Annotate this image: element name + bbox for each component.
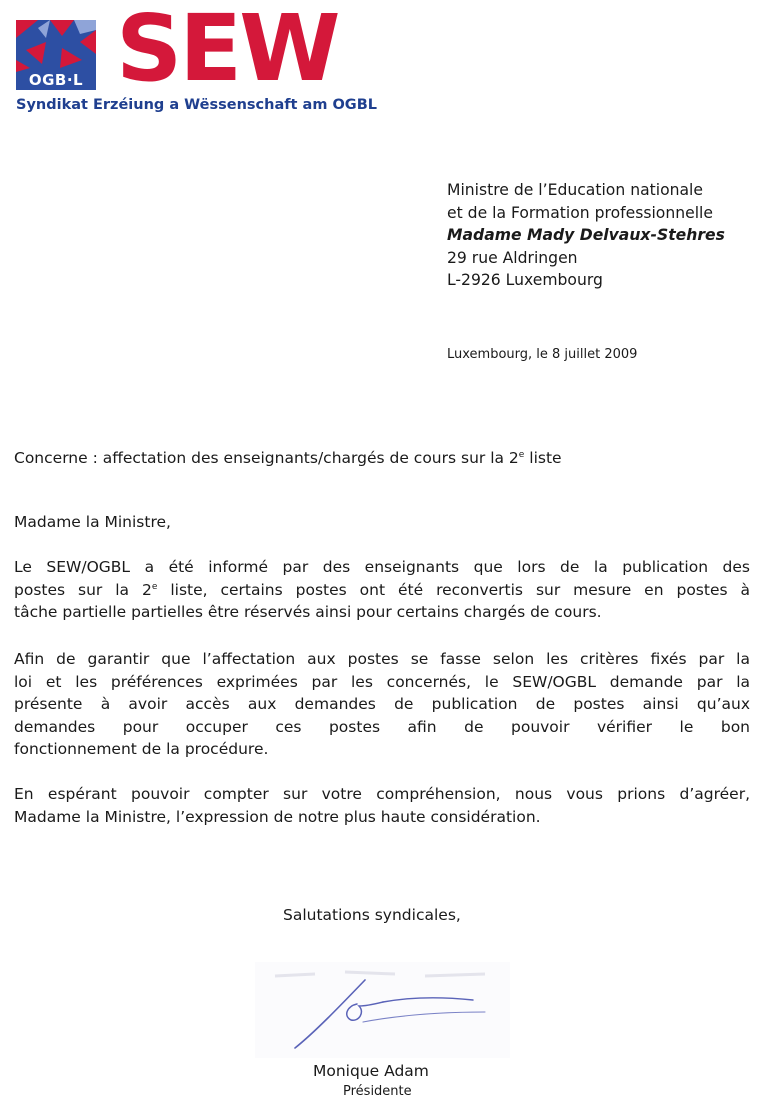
sew-ogbl-logo <box>16 0 377 118</box>
paragraph-1-line: Le SEW/OGBL a été informé par des enseignants que lors de la publication des <box>14 558 750 576</box>
paragraph-1-line-2-end: liste, certains postes ont été reconvertis sur mesure en postes à <box>157 580 751 599</box>
paragraph-3 <box>14 783 750 828</box>
recipient-city: L-2926 Luxembourg <box>447 271 603 289</box>
paragraph-1 <box>14 556 750 624</box>
paragraph-2-line: demandes pour occuper ces postes afin de pouvoir vérifier le bon <box>14 717 750 736</box>
subject-tail: liste <box>524 449 562 467</box>
paragraph-1-line: tâche partielle partielles être réservés ainsi pour certains chargés de cours. <box>14 603 602 621</box>
recipient-address <box>447 179 725 292</box>
paragraph-1-superscript: e <box>151 581 158 592</box>
letter-date: Luxembourg, le 8 juillet 2009 <box>447 347 638 362</box>
paragraph-3-line: En espérant pouvoir compter sur votre compréhension, nous vous prions d’agréer, <box>14 785 750 803</box>
paragraph-1-line <box>14 579 750 602</box>
paragraph-1-line-2-start: postes sur la 2 <box>14 580 152 599</box>
paragraph-2-line: présente à avoir accès aux demandes de publication de postes ainsi qu’aux <box>14 695 750 713</box>
recipient-line-1: Ministre de l’Education nationale <box>447 181 703 199</box>
closing-salutation: Salutations syndicales, <box>283 906 461 924</box>
logo-subtitle: Syndikat Erzéiung a Wëssenschaft am OGBL <box>16 97 377 113</box>
recipient-street: 29 rue Aldringen <box>447 248 578 267</box>
recipient-name: Madame Mady Delvaux-Stehres <box>447 226 725 244</box>
subject-line <box>14 447 562 469</box>
signatory-name: Monique Adam <box>313 1062 429 1080</box>
paragraph-3-line: Madame la Ministre, l’expression de notre plus haute considération. <box>14 807 541 826</box>
salutation: Madame la Ministre, <box>14 513 171 531</box>
signatory-role: Présidente <box>343 1084 412 1099</box>
sew-wordmark: SEW <box>116 0 338 102</box>
subject-text: Concerne : affectation des enseignants/chargés de cours sur la 2 <box>14 449 519 467</box>
ogbl-emblem-label: OGB·L <box>28 71 84 89</box>
subject-superscript: e <box>518 450 525 460</box>
paragraph-2-line: loi et les préférences exprimées par les concernés, le SEW/OGBL demande par la <box>14 672 750 691</box>
recipient-line-2: et de la Formation professionnelle <box>447 203 713 222</box>
paragraph-2-line: Afin de garantir que l’affectation aux postes se fasse selon les critères fixés par la <box>14 650 750 668</box>
handwritten-signature <box>255 962 510 1058</box>
paragraph-2-line: fonctionnement de la procédure. <box>14 740 269 758</box>
paragraph-2 <box>14 648 750 761</box>
